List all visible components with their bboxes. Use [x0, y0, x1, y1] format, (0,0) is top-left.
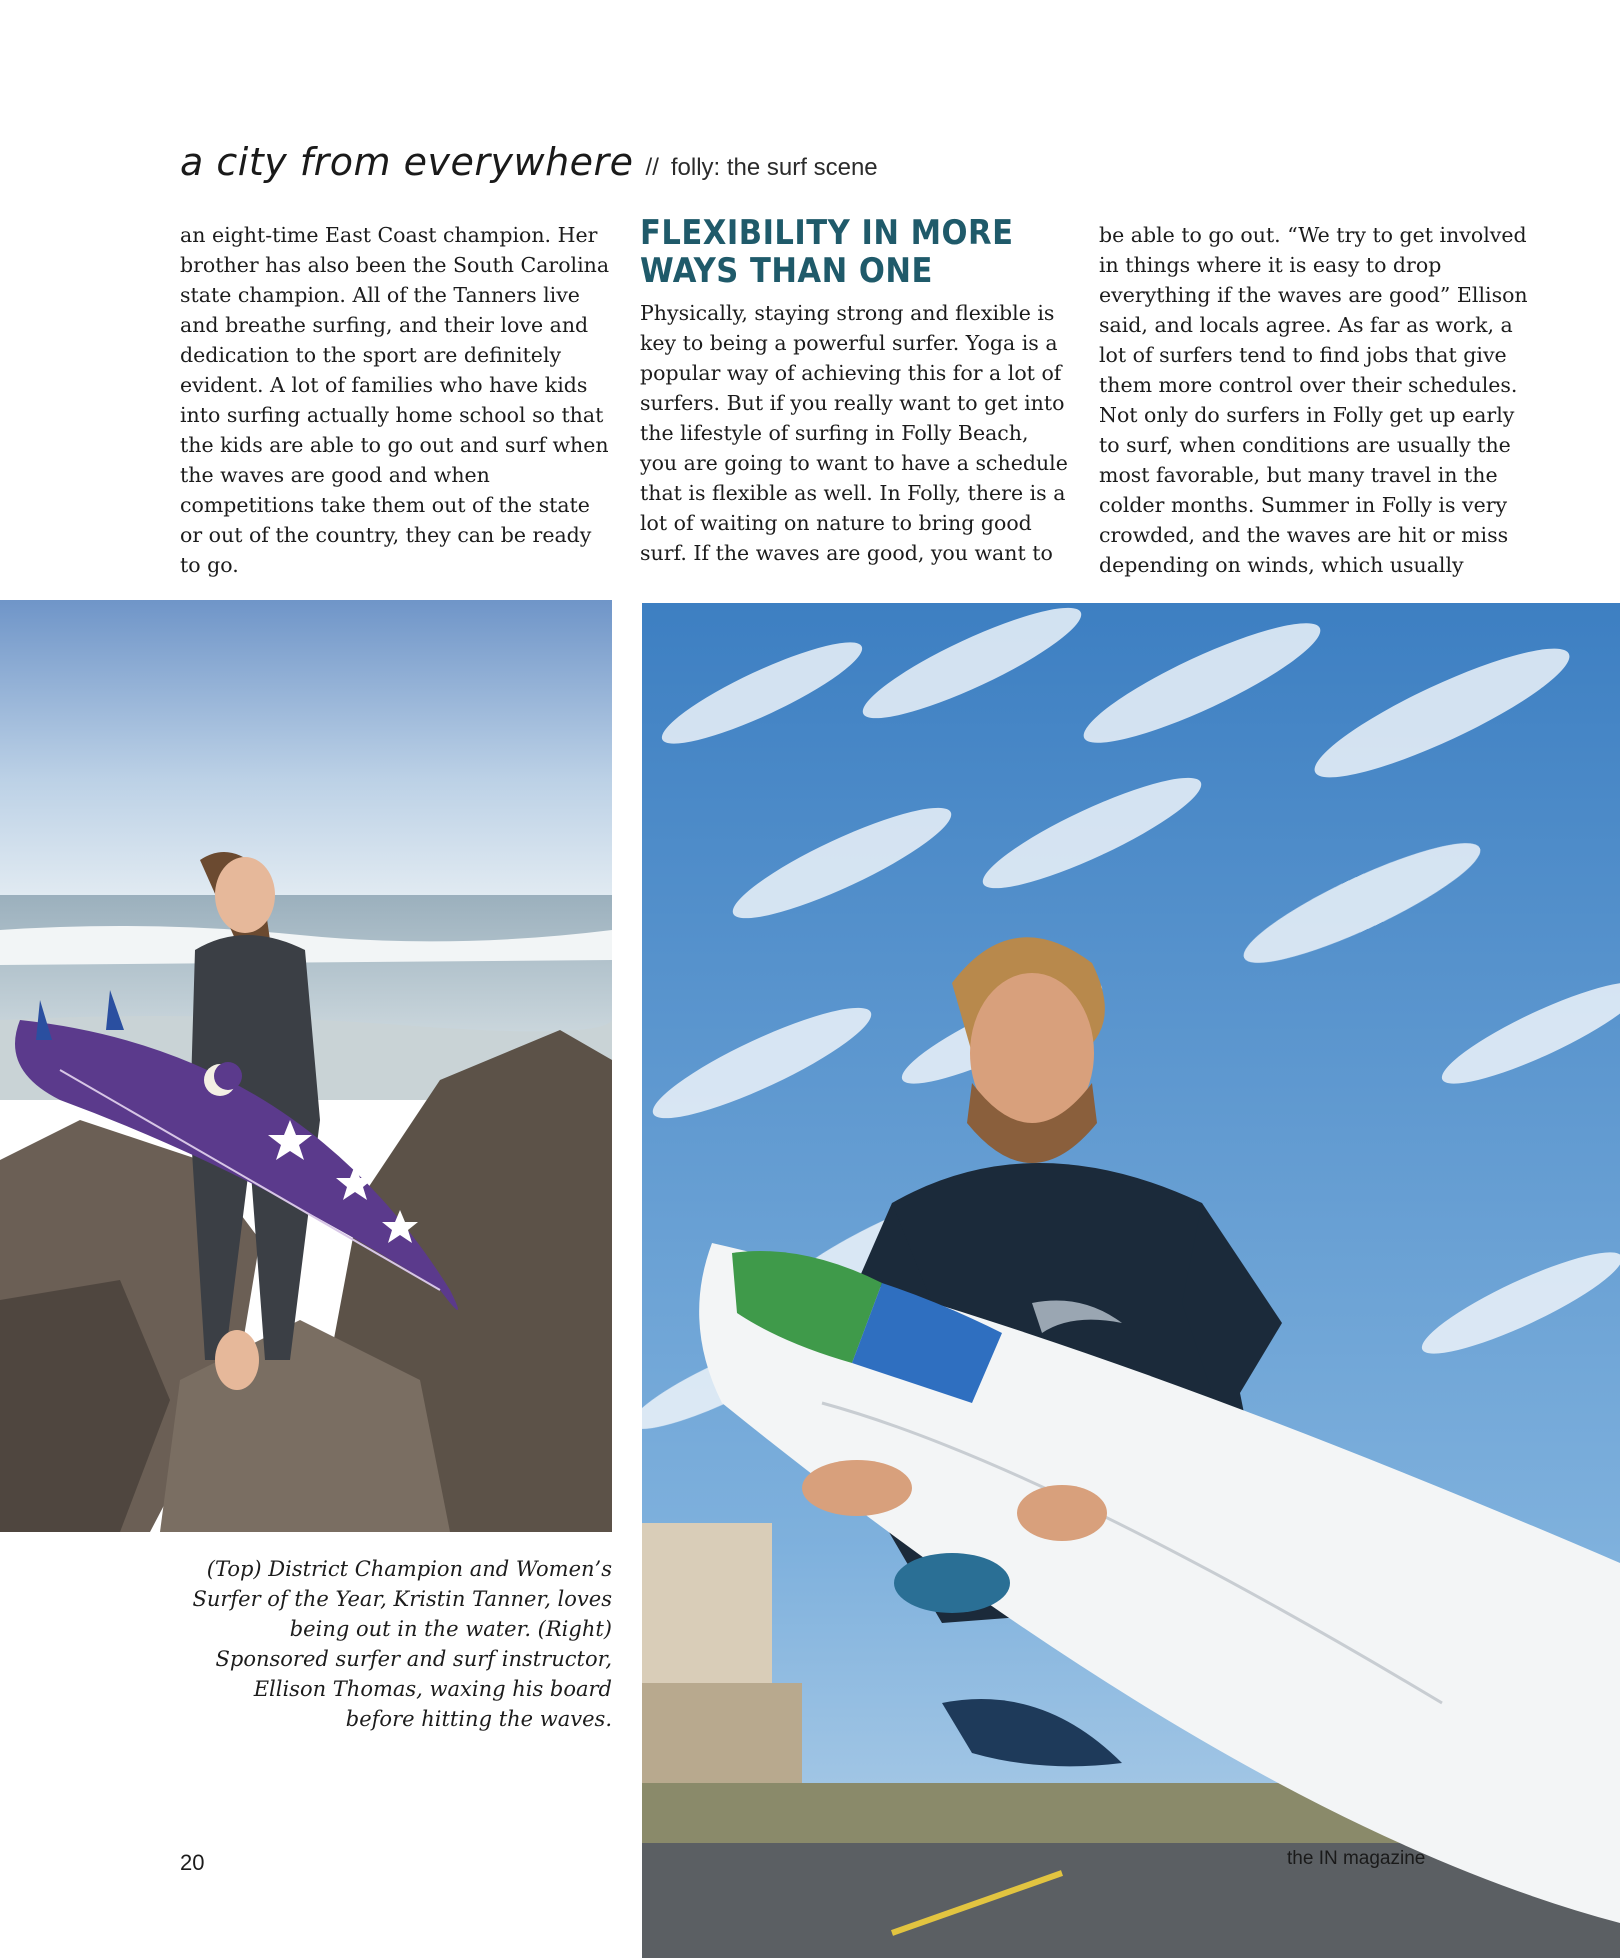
magazine-name: the IN magazine — [1287, 1848, 1426, 1869]
series-title: a city from everywhere — [180, 140, 634, 184]
photo-kristin-tanner — [0, 600, 612, 1532]
article-column-1 — [180, 220, 610, 580]
photo-caption: (Top) District Champion and Women’s Surfer of the Year, Kristin Tanner, loves being out in the water. (Right) Sponsored surfer and surf instructor, Ellison Thomas, waxing his board before hitting the waves. — [192, 1557, 612, 1731]
page-number: 20 — [180, 1850, 205, 1875]
photo-kristin-tanner-illustration — [0, 600, 612, 1532]
column-3-text: be able to go out. “We try to get involved in things where it is easy to drop everything if the waves are good” Ellison said, and locals agree. As far as work, a lot of surfers tend to find jobs that give them more control over their schedules. Not only do surfers in Folly get up early to surf, when conditions are usually the most favorable, but many travel in the colder months. Summer in Folly is very crowded, and the waves are hit or miss depending on winds, which usually — [1099, 223, 1528, 577]
column-2-text: Physically, staying strong and flexible is key to being a powerful surfer. Yoga is a popular way of achieving this for a lot of surfers. But if you really want to get into the lifestyle of surfing in Folly Beach, you are going to want to have a schedule that is flexible as well. In Folly, there is a lot of waiting on nature to bring good surf. If the waves are good, you want to — [640, 301, 1068, 565]
article-column-2 — [640, 214, 1070, 568]
header-separator: // — [645, 154, 659, 181]
photo-ellison-thomas-illustration — [642, 603, 1620, 1958]
article-column-3 — [1099, 220, 1529, 580]
column-1-text: an eight-time East Coast champion. Her brother has also been the South Carolina state champion. All of the Tanners live and breathe surfing, and their love and dedication to the sport are definitely evident. A lot of families who have kids into surfing actually home school so that the kids are able to go out and surf when the waves are good and when competitions take them out of the state or out of the country, they can be ready to go. — [180, 223, 610, 577]
photo-ellison-thomas — [642, 603, 1620, 1958]
page-header — [180, 140, 878, 184]
section-subhead: FLEXIBILITY IN MORE WAYS THAN ONE — [640, 213, 1014, 291]
section-title: folly: the surf scene — [670, 154, 878, 181]
